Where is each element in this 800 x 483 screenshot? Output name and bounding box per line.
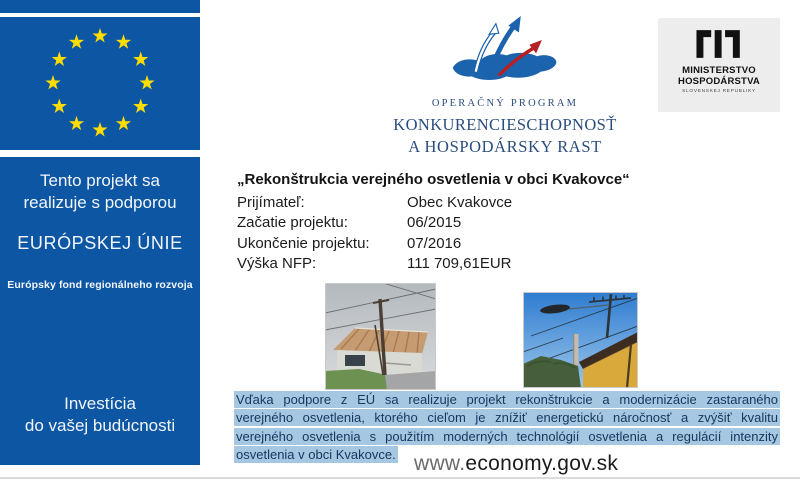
detail-row-nfp (237, 254, 512, 274)
erdf-fund-label: Európsky fond regionálneho rozvoja (7, 279, 193, 291)
detail-label: Výška NFP: (237, 255, 317, 273)
description-line-text: osvetlenia v obci Kvakovce. (236, 447, 396, 463)
ministry-logo (658, 18, 780, 112)
description-line-text: verejného osvetlenia, ktorého cieľom je znížiť energetickú náročnosť a zvýšiť kvalitu (236, 410, 778, 426)
photo-old-house (325, 283, 436, 390)
ministry-name-line3: SLOVENSKEJ REPUBLIKY (682, 89, 756, 94)
eu-flag-icon (0, 17, 200, 150)
description-line-text: Vďaka podpore z EÚ sa realizuje projekt rekonštrukcie a modernizácie zastaraného (236, 392, 778, 407)
operational-program-title (380, 98, 630, 157)
european-union-label: EURÓPSKEJ ÚNIE (17, 233, 183, 253)
bottom-divider (0, 477, 800, 479)
support-text-line2: realizuje s podporou (23, 193, 177, 212)
project-details (237, 193, 512, 275)
eu-support-panel (0, 157, 200, 465)
detail-value: 111 709,61EUR (407, 255, 512, 273)
website-url (414, 452, 618, 476)
investment-slogan (0, 393, 200, 437)
detail-row-end (237, 234, 512, 254)
support-text-line1: Tento projekt sa (39, 171, 160, 190)
description-line (234, 391, 780, 409)
detail-value: 07/2016 (407, 234, 462, 252)
detail-row-start (237, 213, 512, 233)
detail-label: Začatie projektu: (237, 214, 348, 232)
detail-value: Obec Kvakovce (407, 194, 513, 211)
photo-street-lamp (523, 292, 638, 388)
url-domain: economy.gov.sk (465, 452, 619, 475)
detail-label: Ukončenie projektu: (237, 234, 370, 252)
op-program-line3: A HOSPODÁRSKY RAST (408, 137, 602, 156)
description-line (234, 409, 780, 427)
url-prefix: www. (414, 452, 466, 475)
ministry-name-line1: MINISTERSTVO (682, 65, 756, 76)
description-line-text: verejného osvetlenia s použitím moderných technológií osvetlenia a regulácií intenzity (236, 428, 778, 444)
ministry-name-line2: HOSPODÁRSTVA (678, 75, 760, 87)
project-title: „Rekonštrukcia verejného osvetlenia v obci Kvakovce“ (237, 171, 630, 188)
detail-value: 06/2015 (407, 214, 462, 232)
description-line (234, 428, 780, 446)
op-program-line2: KONKURENCIESCHOPNOSŤ (393, 115, 617, 134)
detail-label: Prijímateľ: (237, 194, 305, 211)
eu-flag-panel (0, 17, 200, 150)
detail-row-recipient (237, 193, 512, 213)
eu-top-strip (0, 0, 200, 13)
op-program-line1: OPERAČNÝ PROGRAM (431, 98, 579, 109)
investment-line2: do vašej budúcnosti (24, 416, 176, 435)
investment-line1: Investícia (64, 394, 136, 413)
ministry-glyph-icon (693, 27, 745, 61)
operational-program-logo-icon (447, 12, 562, 91)
